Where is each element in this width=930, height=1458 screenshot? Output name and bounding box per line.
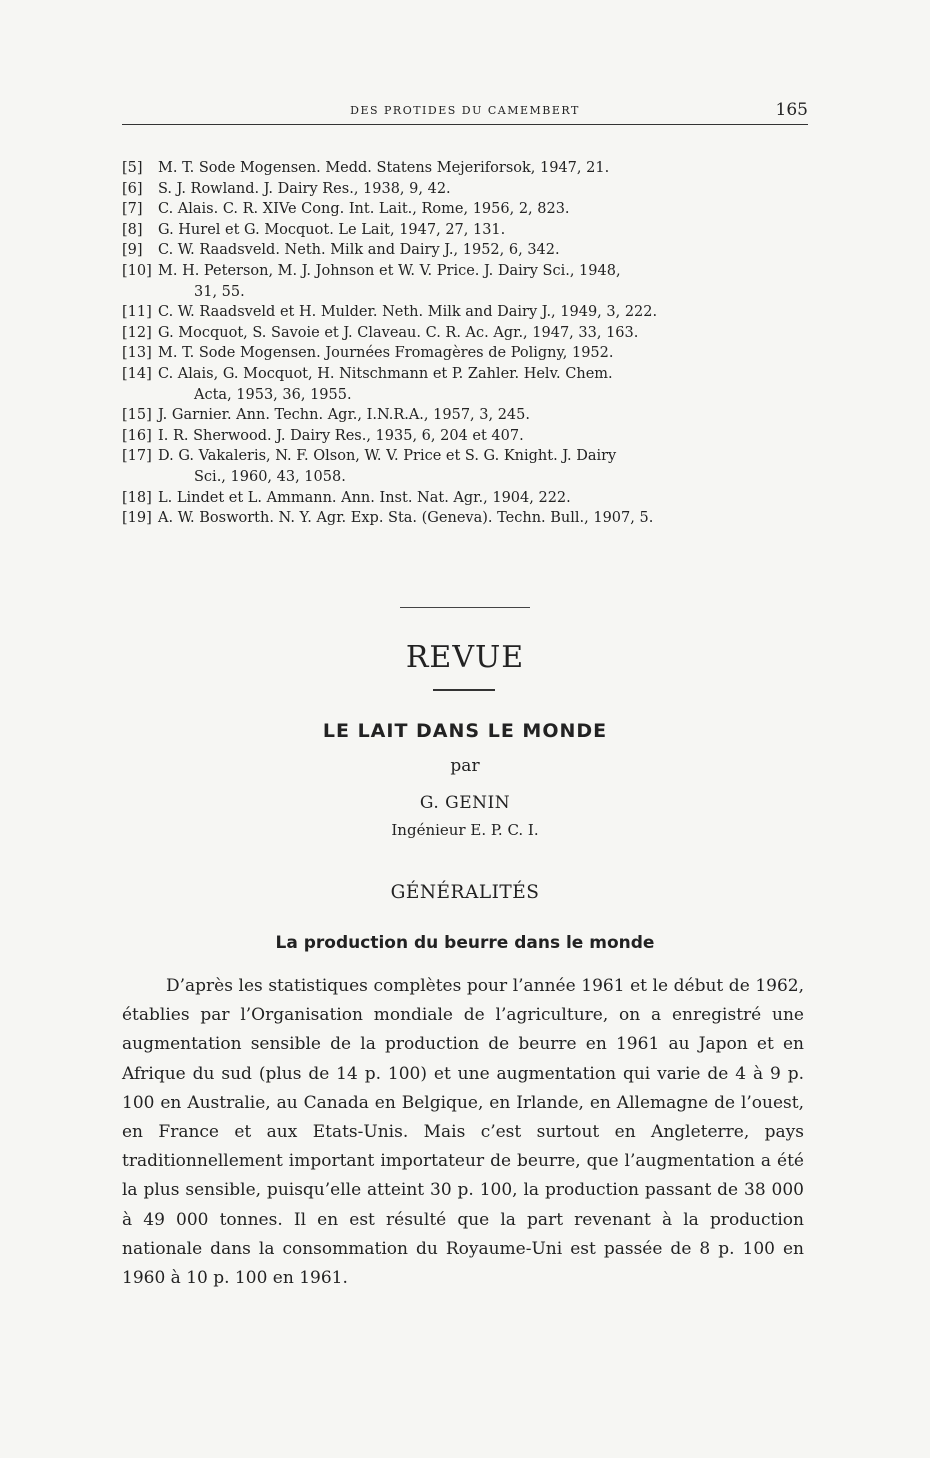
reference-text: I. R. Sherwood. J. Dairy Res., 1935, 6, 204 et 407. bbox=[158, 427, 524, 444]
reference-number: [11] bbox=[122, 304, 152, 321]
reference-text: L. Lindet et L. Ammann. Ann. Inst. Nat. Agr., 1904, 222. bbox=[158, 489, 571, 506]
reference-text: C. Alais. C. R. XIVe Cong. Int. Lait., Rome, 1956, 2, 823. bbox=[158, 201, 570, 218]
running-header bbox=[122, 102, 808, 125]
reference-number: [16] bbox=[122, 427, 152, 444]
reference-item bbox=[122, 179, 812, 200]
reference-text: J. Garnier. Ann. Techn. Agr., I.N.R.A., 1957, 3, 245. bbox=[158, 407, 530, 424]
reference-continuation: Sci., 1960, 43, 1058. bbox=[194, 468, 346, 485]
reference-number: [6] bbox=[122, 180, 143, 197]
running-title: DES PROTIDES DU CAMEMBERT bbox=[350, 104, 580, 117]
reference-item bbox=[122, 302, 812, 323]
reference-text: M. T. Sode Mogensen. Medd. Statens Mejeriforsok, 1947, 21. bbox=[158, 160, 610, 176]
article-heading: GÉNÉRALITÉS bbox=[390, 882, 540, 903]
reference-text: G. Mocquot, S. Savoie et J. Claveau. C. R. Ac. Agr., 1947, 33, 163. bbox=[158, 324, 639, 341]
page-number: 165 bbox=[775, 100, 808, 120]
reference-continuation: Acta, 1953, 36, 1955. bbox=[194, 386, 352, 403]
reference-item bbox=[122, 364, 812, 385]
reference-number: [9] bbox=[122, 242, 143, 259]
reference-number: [12] bbox=[122, 324, 152, 341]
author-affiliation: Ingénieur E. P. C. I. bbox=[391, 821, 539, 839]
reference-number: [19] bbox=[122, 510, 152, 527]
article-paragraph: D’après les statistiques complètes pour l’année 1961 et le début de 1962, établies par l’Organisation mondiale de l’agriculture, on a enregistré une augmentation sensible de la production de beurre en 1961 au Japon et en Afrique du sud (plus de 14 p. 100) et une augmentation qui varie de 4 à 9 p. 100 en Australie, au Canada en Belgique, en Irlande, en Allemagne de l’ouest, en France et aux Etats-Unis. Mais c’est surtout en Angleterre, pays traditionnellement important importateur de beurre, que l’augmentation a été la plus sensible, puisqu’elle atteint 30 p. 100, la production passant de 38 000 à 49 000 tonnes. Il en est résulté que la part revenant à la production nationale dans la consommation du Royaume-Uni est passée de 8 p. 100 en 1960 à 10 p. 100 en 1961. bbox=[122, 976, 804, 1289]
reference-text: M. H. Peterson, M. J. Johnson et W. V. Price. J. Dairy Sci., 1948, bbox=[158, 262, 621, 279]
reference-text: M. T. Sode Mogensen. Journées Fromagères de Poligny, 1952. bbox=[158, 345, 614, 362]
reference-item bbox=[122, 405, 812, 426]
reference-text: S. J. Rowland. J. Dairy Res., 1938, 9, 42. bbox=[158, 180, 451, 197]
reference-text: C. W. Raadsveld et H. Mulder. Neth. Milk and Dairy J., 1949, 3, 222. bbox=[158, 304, 658, 321]
revue-title: REVUE bbox=[405, 640, 525, 675]
reference-list bbox=[122, 158, 812, 529]
byline-par: par bbox=[450, 756, 480, 776]
reference-item bbox=[122, 240, 812, 261]
reference-number: [15] bbox=[122, 407, 152, 424]
reference-number: [18] bbox=[122, 489, 152, 506]
reference-text: A. W. Bosworth. N. Y. Agr. Exp. Sta. (Geneva). Techn. Bull., 1907, 5. bbox=[158, 510, 654, 527]
reference-number: [5] bbox=[122, 160, 143, 176]
article-subheading: La production du beurre dans le monde bbox=[275, 933, 655, 953]
author-name: G. GENIN bbox=[419, 793, 511, 813]
reference-item bbox=[122, 158, 812, 179]
section-title: LE LAIT DANS LE MONDE bbox=[322, 720, 608, 742]
reference-text: D. G. Vakaleris, N. F. Olson, W. V. Price et S. G. Knight. J. Dairy bbox=[158, 448, 617, 465]
reference-number: [10] bbox=[122, 262, 152, 279]
reference-number: [7] bbox=[122, 201, 143, 218]
section-divider bbox=[400, 607, 530, 608]
reference-item bbox=[122, 220, 812, 241]
reference-item bbox=[122, 323, 812, 344]
reference-number: [13] bbox=[122, 345, 152, 362]
reference-item bbox=[122, 261, 812, 282]
reference-item bbox=[122, 199, 812, 220]
reference-number: [8] bbox=[122, 221, 143, 238]
reference-item bbox=[122, 508, 812, 529]
reference-continuation: 31, 55. bbox=[194, 283, 245, 300]
reference-item bbox=[122, 343, 812, 364]
reference-text: C. Alais, G. Mocquot, H. Nitschmann et P. Zahler. Helv. Chem. bbox=[158, 365, 613, 382]
reference-item bbox=[122, 426, 812, 447]
reference-text: G. Hurel et G. Mocquot. Le Lait, 1947, 27, 131. bbox=[158, 221, 506, 238]
reference-item bbox=[122, 488, 812, 509]
reference-number: [14] bbox=[122, 365, 152, 382]
reference-item bbox=[122, 446, 812, 467]
reference-text: C. W. Raadsveld. Neth. Milk and Dairy J., 1952, 6, 342. bbox=[158, 242, 560, 259]
reference-number: [17] bbox=[122, 448, 152, 465]
title-underline bbox=[433, 689, 495, 691]
